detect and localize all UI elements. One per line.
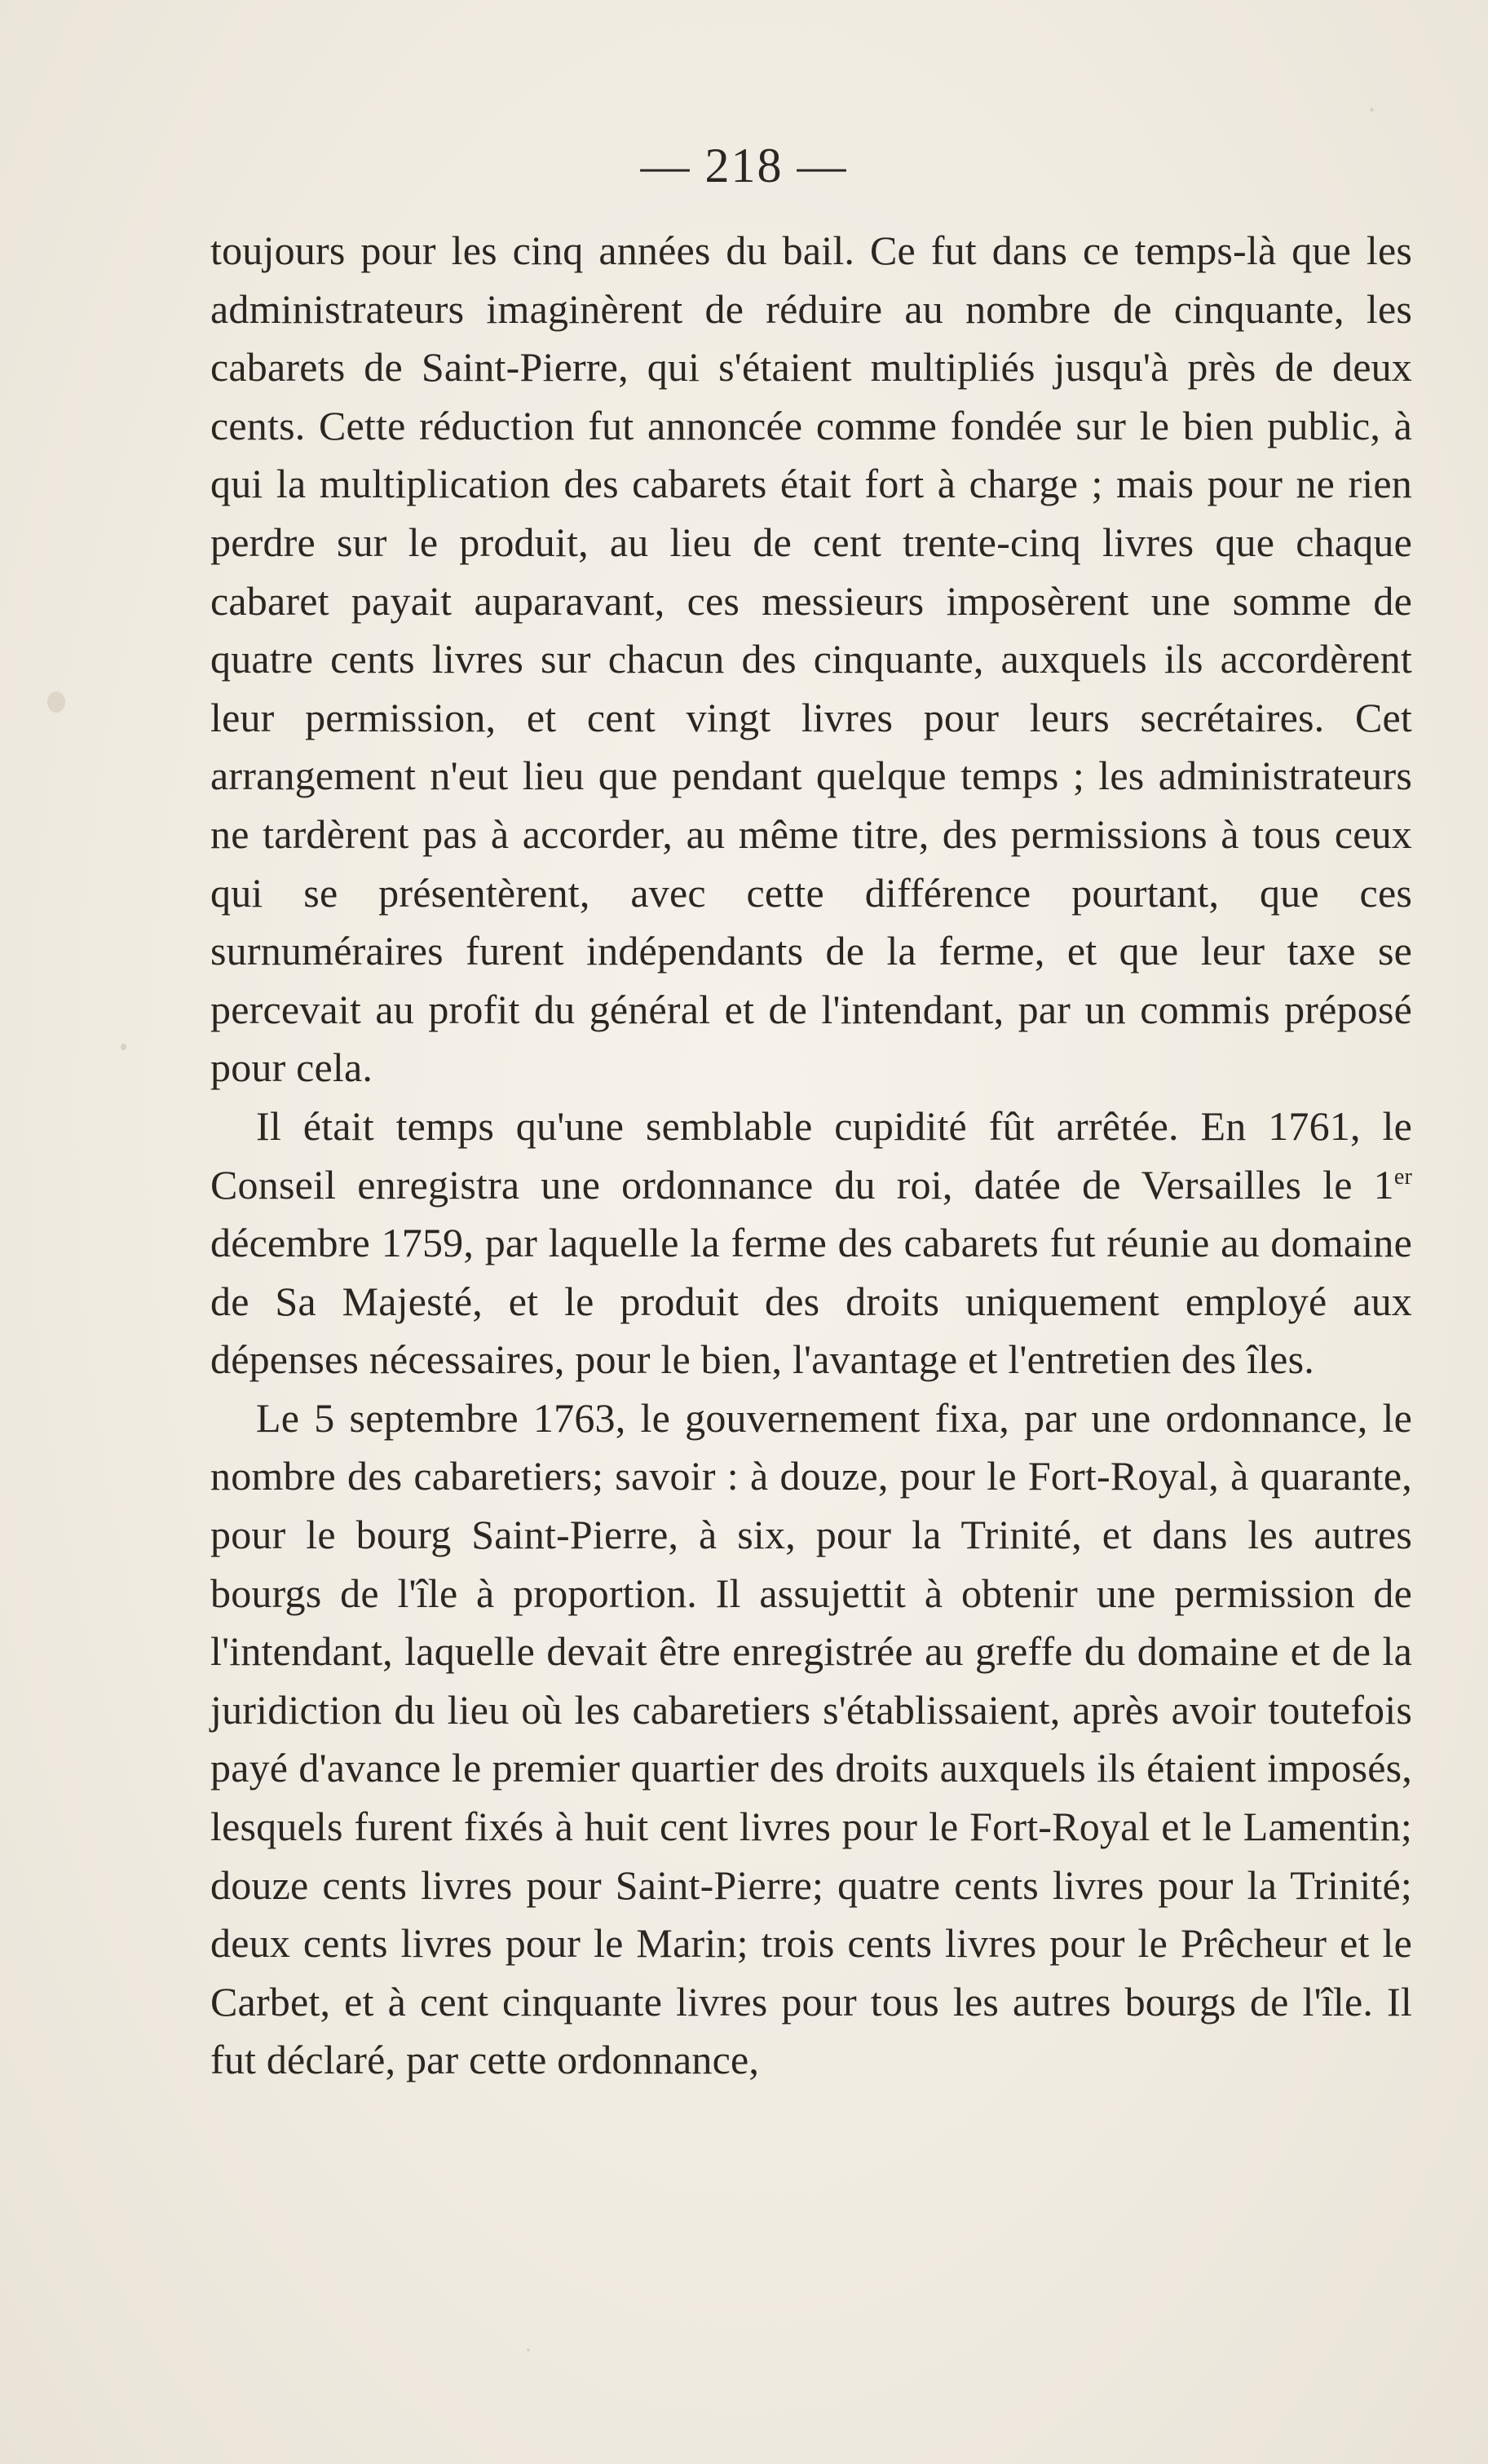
paragraph-2-superscript: er bbox=[1393, 1164, 1412, 1190]
paper-speck bbox=[527, 2348, 530, 2351]
paragraph-2-text-after: décembre 1759, par laquelle la ferme des cabarets fut réunie au domaine de Sa Majesté, et le produit des droits uniquement employé aux dépenses nécessaires, pour le bien, l'avantage et l'entretien des îles. bbox=[210, 1220, 1412, 1383]
paragraph-3: Le 5 septembre 1763, le gouvernement fixa, par une ordonnance, le nombre des cabaretiers; savoir : à douze, pour le Fort-Royal, à quarante, pour le bourg Saint-Pierre, à six, pour la Trinité, et dans les autres bourgs de l'île à proportion. Il assujettit à obtenir une permission de l'intendant, laquelle devait être enregistrée au greffe du domaine et de la juridiction du lieu où les cabaretiers s'établissaient, après avoir toutefois payé d'avance le premier quartier des droits auxquels ils étaient imposés, lesquels furent fixés à huit cent livres pour le Fort-Royal et le Lamentin; douze cents livres pour Saint-Pierre; quatre cents livres pour la Trinité; deux cents livres pour le Marin; trois cents livres pour le Prêcheur et le Carbet, et à cent cinquante livres pour tous les autres bourgs de l'île. Il fut déclaré, par cette ordonnance, bbox=[210, 1394, 1412, 2083]
paragraph-2-text-before: Il était temps qu'une semblable cupidité fût arrêtée. En 1761, le Conseil enregistra une ordonnance du roi, datée de Versailles le 1 bbox=[210, 1102, 1412, 1208]
paper-speck bbox=[1370, 108, 1374, 112]
body-text bbox=[210, 222, 1412, 2090]
paragraph-2 bbox=[210, 1097, 1412, 1389]
page-number: — 218 — bbox=[640, 139, 848, 192]
paragraph-1: toujours pour les cinq années du bail. Ce fut dans ce temps-là que les administrateurs imaginèrent de réduire au nombre de cinquante, les cabarets de Saint-Pierre, qui s'étaient multipliés jusqu'à près de deux cents. Cette réduction fut annoncée comme fondée sur le bien public, à qui la multiplication des cabarets était fort à charge ; mais pour ne rien perdre sur le produit, au lieu de cent trente-cinq livres que chaque cabaret payait auparavant, ces messieurs imposèrent une somme de quatre cents livres sur chacun des cinquante, auxquels ils accordèrent leur permission, et cent vingt livres pour leurs secrétaires. Cet arrangement n'eut lieu que pendant quelque temps ; les administrateurs ne tardèrent pas à accorder, au même titre, des permissions à tous ceux qui se présentèrent, avec cette différence pourtant, que ces surnuméraires furent indépendants de la ferme, et que leur taxe se percevait au profit du général et de l'intendant, par un commis préposé pour cela. bbox=[210, 227, 1412, 1091]
paper-speck bbox=[47, 691, 65, 713]
paper-speck bbox=[121, 1044, 126, 1050]
